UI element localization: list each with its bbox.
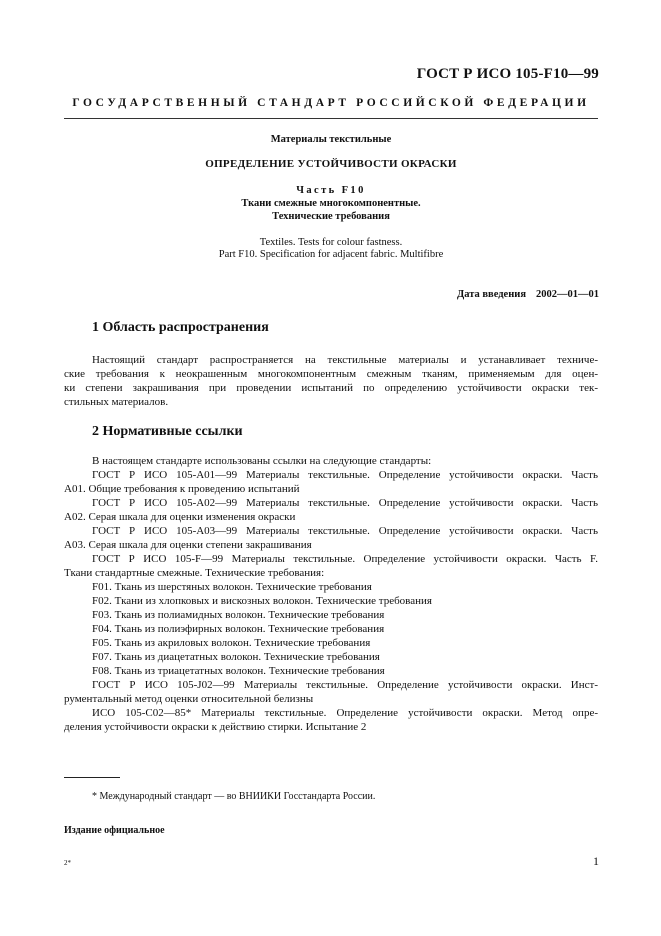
document-subtitle-1: Ткани смежные многокомпонентные.	[241, 198, 421, 209]
english-title-2: Part F10. Specification for adjacent fabric. Multifibre	[218, 249, 444, 260]
footnote-rule	[64, 777, 120, 778]
introduction-date-label: Дата введения	[457, 289, 526, 300]
section-2-line: ГОСТ Р ИСО 105-A01—99 Материалы текстильные. Определение устойчивости окраски. Часть	[92, 469, 598, 481]
section-2-line: ГОСТ Р ИСО 105-A02—99 Материалы текстильные. Определение устойчивости окраски. Часть	[92, 497, 598, 509]
section-1-line: стильных материалов.	[64, 396, 169, 408]
introduction-date	[457, 289, 599, 300]
section-1-line: ки степени закрашивания при проведении испытаний по определению устойчивости окраски тек-	[64, 382, 598, 394]
english-title-1: Textiles. Tests for colour fastness.	[259, 237, 403, 248]
section-2-heading: 2 Нормативные ссылки	[92, 424, 243, 439]
section-2-line: рументальный метод оценки относительной белизны	[64, 693, 314, 705]
section-2-line: F05. Ткань из акриловых волокон. Технические требования	[92, 637, 371, 649]
header-rule	[64, 118, 598, 119]
section-2-line: деления устойчивости окраски к действию стирки. Испытание 2	[64, 721, 367, 733]
edition-label: Издание официальное	[64, 825, 165, 836]
section-2-line: A03. Серая шкала для оценки степени закрашивания	[64, 539, 312, 551]
sheet-mark: 2*	[64, 859, 71, 867]
introduction-date-value: 2002—01—01	[536, 289, 599, 300]
section-2-line: F03. Ткань из полиамидных волокон. Технические требования	[92, 609, 385, 621]
section-2-line: A02. Серая шкала для оценки изменения окраски	[64, 511, 296, 523]
section-2-line: F07. Ткань из диацетатных волокон. Технические требования	[92, 651, 380, 663]
section-1-heading: 1 Область распространения	[92, 320, 269, 335]
document-title: ОПРЕДЕЛЕНИЕ УСТОЙЧИВОСТИ ОКРАСКИ	[205, 158, 457, 170]
section-2-line: A01. Общие требования к проведению испытаний	[64, 483, 300, 495]
section-2-line: В настоящем стандарте использованы ссылки на следующие стандарты:	[92, 455, 432, 467]
page-number: 1	[593, 854, 599, 868]
standard-designation: ГОСТ Р ИСО 105-F10—99	[416, 66, 599, 82]
national-standard-banner: ГОСУДАРСТВЕННЫЙ СТАНДАРТ РОССИЙСКОЙ ФЕДЕРАЦИИ	[72, 97, 590, 109]
section-2-line: ГОСТ Р ИСО 105-F—99 Материалы текстильные. Определение устойчивости окраски. Часть F.	[92, 553, 598, 565]
section-2-line: Ткани стандартные смежные. Технические требования:	[64, 567, 325, 579]
section-2-line: ИСО 105-C02—85* Материалы текстильные. Определение устойчивости окраски. Метод опре-	[92, 707, 598, 719]
section-2-line: F08. Ткань из триацетатных волокон. Технические требования	[92, 665, 385, 677]
document-subtitle-2: Технические требования	[272, 211, 390, 222]
section-2-line: F04. Ткань из полиэфирных волокон. Технические требования	[92, 623, 385, 635]
section-1-line: Настоящий стандарт распространяется на текстильные материалы и устанавливает техниче-	[92, 354, 598, 366]
section-2-line: F01. Ткань из шерстяных волокон. Технические требования	[92, 581, 372, 593]
section-1-line: ские требования к неокрашенным многокомпонентным смежным тканям, применяемым для оцен-	[64, 368, 598, 380]
section-2-line: ГОСТ Р ИСО 105-A03—99 Материалы текстильные. Определение устойчивости окраски. Часть	[92, 525, 598, 537]
section-2-line: F02. Ткани из хлопковых и вискозных волокон. Технические требования	[92, 595, 432, 607]
document-part: Часть F10	[296, 185, 366, 196]
section-2-line: ГОСТ Р ИСО 105-J02—99 Материалы текстильные. Определение устойчивости окраски. Инст-	[92, 679, 598, 691]
document-group: Материалы текстильные	[270, 134, 392, 145]
footnote: * Международный стандарт — во ВНИИКИ Госстандарта России.	[92, 791, 376, 802]
